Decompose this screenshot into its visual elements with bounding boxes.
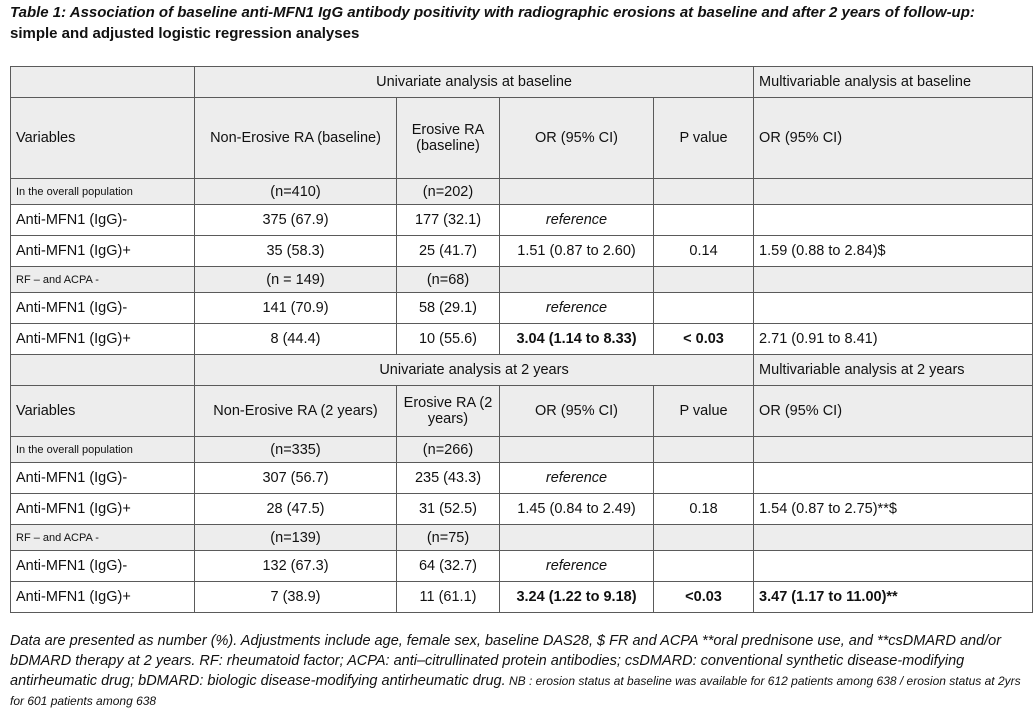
row-or: 1.45 (0.84 to 2.49) xyxy=(500,494,654,525)
row-ero: 31 (52.5) xyxy=(397,494,500,525)
row-p xyxy=(654,463,754,494)
group-row xyxy=(11,179,1033,205)
group-row xyxy=(11,525,1033,551)
col-or: OR (95% CI) xyxy=(500,386,654,437)
group-row xyxy=(11,437,1033,463)
row-non: 141 (70.9) xyxy=(195,293,397,324)
group-row xyxy=(11,267,1033,293)
row-variable: Anti-MFN1 (IgG)+ xyxy=(11,236,195,267)
row-ero: 11 (61.1) xyxy=(397,582,500,613)
group-n-non: (n=139) xyxy=(195,525,397,551)
table-caption xyxy=(10,2,1025,44)
row-or: 3.04 (1.14 to 8.33) xyxy=(500,324,654,355)
table-row xyxy=(11,551,1033,582)
row-ero: 64 (32.7) xyxy=(397,551,500,582)
col-or: OR (95% CI) xyxy=(500,98,654,179)
col-p: P value xyxy=(654,386,754,437)
row-variable: Anti-MFN1 (IgG)+ xyxy=(11,582,195,613)
results-table xyxy=(10,66,1033,613)
group-n-non: (n=335) xyxy=(195,437,397,463)
group-label: RF – and ACPA - xyxy=(11,267,195,293)
row-mor xyxy=(754,463,1033,494)
row-mor: 2.71 (0.91 to 8.41) xyxy=(754,324,1033,355)
group-label: In the overall population xyxy=(11,437,195,463)
row-mor xyxy=(754,293,1033,324)
row-or: 1.51 (0.87 to 2.60) xyxy=(500,236,654,267)
row-ero: 25 (41.7) xyxy=(397,236,500,267)
col-erosive: Erosive RA (baseline) xyxy=(397,98,500,179)
row-or: reference xyxy=(500,463,654,494)
col-variables: Variables xyxy=(11,386,195,437)
footnote-nb: NB : erosion status at baseline was available for 612 patients among 638 / erosion status at 2yrs for 601 patients among 638 xyxy=(10,674,1021,708)
row-p: 0.18 xyxy=(654,494,754,525)
col-mor: OR (95% CI) xyxy=(754,386,1033,437)
table-row xyxy=(11,582,1033,613)
table-row xyxy=(11,324,1033,355)
section2-univariate-title: Univariate analysis at 2 years xyxy=(195,355,754,386)
group-n-ero: (n=266) xyxy=(397,437,500,463)
col-variables: Variables xyxy=(11,98,195,179)
row-mor xyxy=(754,205,1033,236)
group-n-ero: (n=202) xyxy=(397,179,500,205)
row-or: reference xyxy=(500,293,654,324)
group-label: RF – and ACPA - xyxy=(11,525,195,551)
row-p xyxy=(654,205,754,236)
group-n-non: (n=410) xyxy=(195,179,397,205)
group-label: In the overall population xyxy=(11,179,195,205)
table-footnote xyxy=(10,631,1030,711)
row-mor: 3.47 (1.17 to 11.00)** xyxy=(754,582,1033,613)
col-mor: OR (95% CI) xyxy=(754,98,1033,179)
row-ero: 177 (32.1) xyxy=(397,205,500,236)
row-or: reference xyxy=(500,551,654,582)
table-row xyxy=(11,205,1033,236)
row-non: 375 (67.9) xyxy=(195,205,397,236)
row-p xyxy=(654,293,754,324)
row-variable: Anti-MFN1 (IgG)- xyxy=(11,293,195,324)
row-non: 132 (67.3) xyxy=(195,551,397,582)
group-n-non: (n = 149) xyxy=(195,267,397,293)
caption-tail: simple and adjusted logistic regression analyses xyxy=(10,25,360,42)
row-variable: Anti-MFN1 (IgG)- xyxy=(11,205,195,236)
table-row xyxy=(11,494,1033,525)
row-variable: Anti-MFN1 (IgG)- xyxy=(11,463,195,494)
col-erosive: Erosive RA (2 years) xyxy=(397,386,500,437)
row-non: 28 (47.5) xyxy=(195,494,397,525)
section1-title-row xyxy=(11,67,1033,98)
row-variable: Anti-MFN1 (IgG)+ xyxy=(11,324,195,355)
table-row xyxy=(11,463,1033,494)
caption-lead: Table 1: Association of baseline anti-MFN1 IgG antibody positivity with radiographic erosions at baseline and after 2 years of follow-up: xyxy=(10,4,975,21)
group-n-ero: (n=68) xyxy=(397,267,500,293)
section2-multivariable-title: Multivariable analysis at 2 years xyxy=(754,355,1033,386)
row-non: 7 (38.9) xyxy=(195,582,397,613)
section2-title-row xyxy=(11,355,1033,386)
row-variable: Anti-MFN1 (IgG)+ xyxy=(11,494,195,525)
row-p xyxy=(654,551,754,582)
row-non: 307 (56.7) xyxy=(195,463,397,494)
row-mor: 1.59 (0.88 to 2.84)$ xyxy=(754,236,1033,267)
row-p: 0.14 xyxy=(654,236,754,267)
table-row xyxy=(11,293,1033,324)
row-mor xyxy=(754,551,1033,582)
section1-header-row xyxy=(11,98,1033,179)
col-non-erosive: Non-Erosive RA (2 years) xyxy=(195,386,397,437)
row-non: 35 (58.3) xyxy=(195,236,397,267)
col-non-erosive: Non-Erosive RA (baseline) xyxy=(195,98,397,179)
row-mor: 1.54 (0.87 to 2.75)**$ xyxy=(754,494,1033,525)
row-ero: 10 (55.6) xyxy=(397,324,500,355)
section2-header-row xyxy=(11,386,1033,437)
row-or: reference xyxy=(500,205,654,236)
col-p: P value xyxy=(654,98,754,179)
section1-univariate-title: Univariate analysis at baseline xyxy=(195,67,754,98)
section1-multivariable-title: Multivariable analysis at baseline xyxy=(754,67,1033,98)
row-p: < 0.03 xyxy=(654,324,754,355)
row-ero: 58 (29.1) xyxy=(397,293,500,324)
row-variable: Anti-MFN1 (IgG)- xyxy=(11,551,195,582)
row-ero: 235 (43.3) xyxy=(397,463,500,494)
footnote-main: Data are presented as number (%). Adjustments include age, female sex, baseline DAS28, $ FR and ACPA **oral prednisone use, and **csDMARD and/or bDMARD therapy at 2 years. RF: rheumatoid factor; ACPA: anti–citrullinated protein antibodies; csDMARD: conventional synthetic disease-modifying antirheumatic drug; bDMARD: biologic disease-modifying antirheumatic drug. xyxy=(10,633,1002,689)
table-row xyxy=(11,236,1033,267)
group-n-ero: (n=75) xyxy=(397,525,500,551)
row-non: 8 (44.4) xyxy=(195,324,397,355)
row-or: 3.24 (1.22 to 9.18) xyxy=(500,582,654,613)
row-p: <0.03 xyxy=(654,582,754,613)
